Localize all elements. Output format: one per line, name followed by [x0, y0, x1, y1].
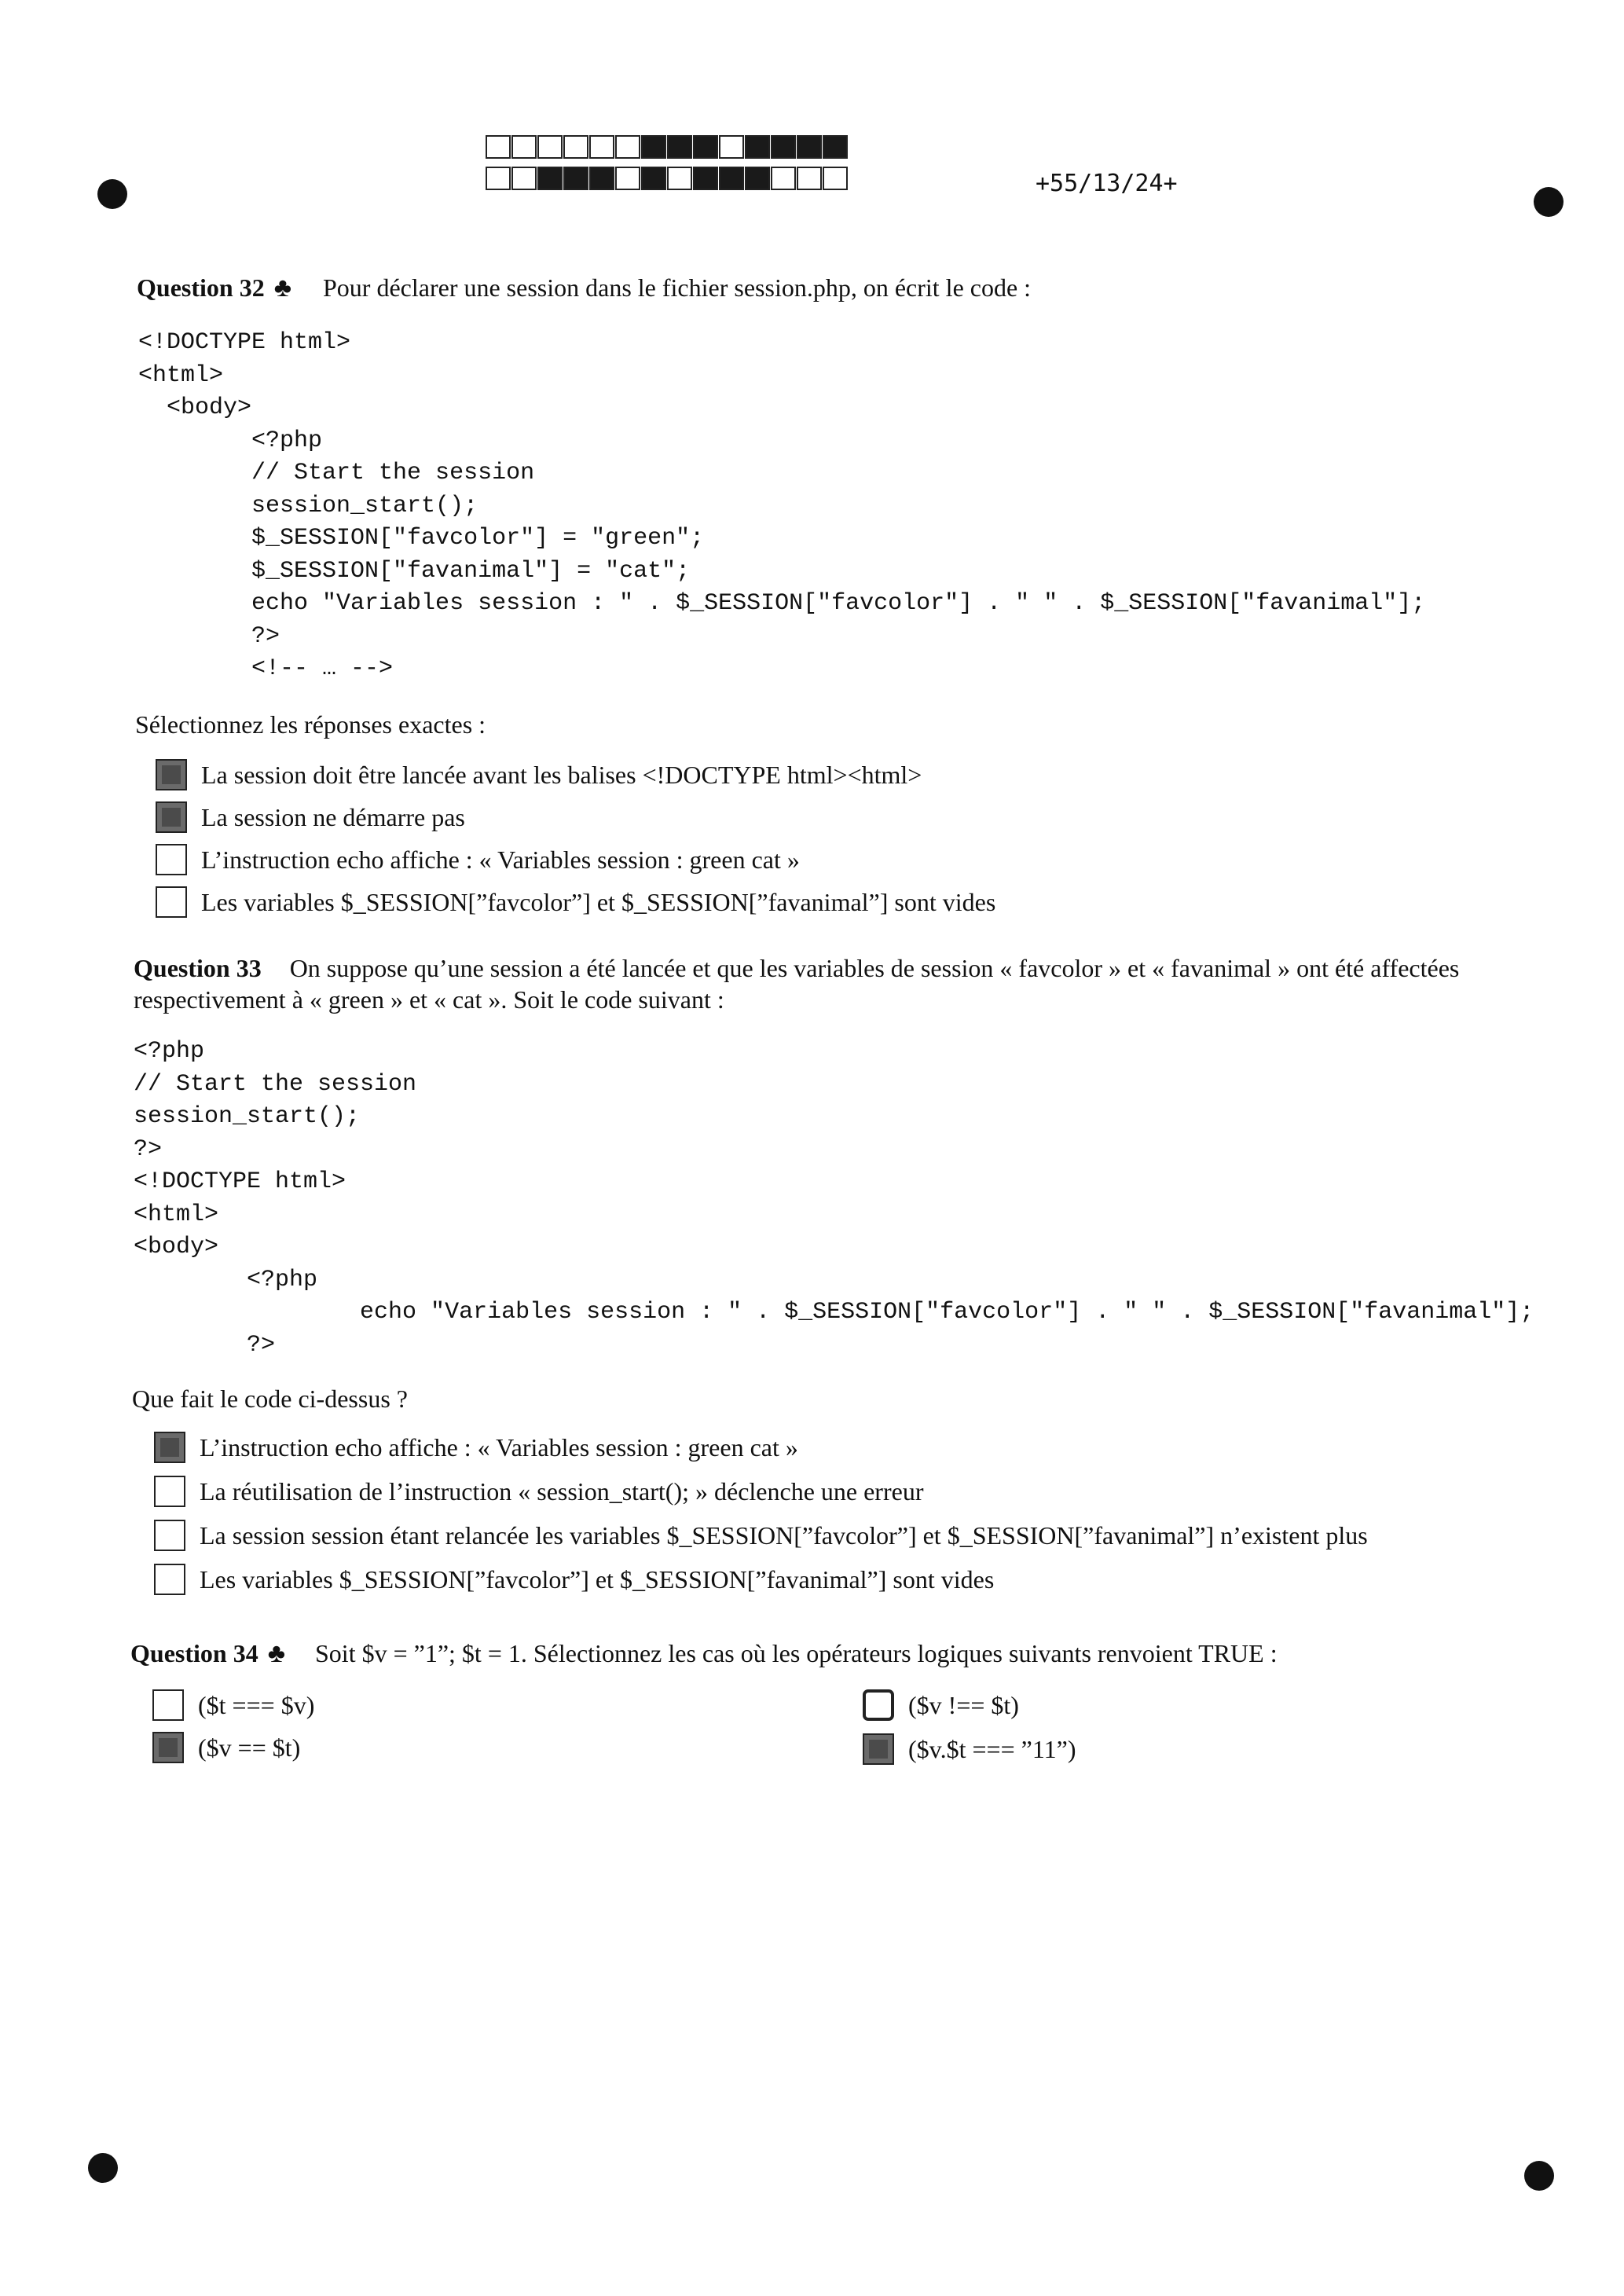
checkbox[interactable]: [152, 1732, 184, 1763]
q34-option-3[interactable]: [152, 1732, 300, 1763]
question-32-prompt: Sélectionnez les réponses exactes :: [135, 710, 486, 739]
question-33-label: Question 33: [134, 954, 262, 982]
q32-option-1[interactable]: [156, 759, 922, 790]
barcode-cell: [667, 167, 692, 190]
registration-mark-top-right: [1534, 187, 1564, 217]
barcode-cell: [693, 167, 718, 190]
option-label: Les variables $_SESSION[”favcolor”] et $_SESSION[”favanimal”] sont vides: [200, 1564, 995, 1594]
checkbox[interactable]: [156, 886, 187, 918]
barcode-cell: [641, 135, 666, 159]
barcode-cell: [563, 135, 588, 159]
barcode-cell: [589, 167, 614, 190]
registration-mark-top-left: [97, 179, 127, 209]
option-label: ($v == $t): [198, 1733, 301, 1762]
option-label: La session ne démarre pas: [201, 802, 465, 831]
question-34-label: Question 34: [130, 1639, 258, 1667]
checkbox[interactable]: [863, 1689, 894, 1721]
club-icon: ♣: [273, 273, 291, 303]
option-label: ($t === $v): [198, 1690, 315, 1719]
option-label: ($v.$t === ”11”): [908, 1734, 1076, 1763]
barcode-cell: [589, 135, 614, 159]
q34-option-4[interactable]: [863, 1733, 1076, 1765]
option-label: La réutilisation de l’instruction « session_start(); » déclenche une erreur: [200, 1476, 924, 1506]
barcode-cell: [537, 135, 563, 159]
barcode-cell: [719, 135, 744, 159]
checkbox[interactable]: [154, 1432, 185, 1463]
option-label: La session session étant relancée les variables $_SESSION[”favcolor”] et $_SESSION[”favanimal”] n’existent plus: [200, 1520, 1368, 1550]
page-code: +55/13/24+: [1036, 170, 1178, 197]
question-33-header: [134, 952, 1532, 1015]
barcode-cell: [641, 167, 666, 190]
q33-option-4[interactable]: [154, 1564, 994, 1595]
barcode-cell: [511, 135, 537, 159]
barcode-cell: [667, 135, 692, 159]
question-32-label: Question 32: [137, 273, 265, 302]
option-label: L’instruction echo affiche : « Variables session : green cat »: [201, 845, 800, 874]
question-32-header: [137, 272, 1031, 304]
checkbox[interactable]: [154, 1520, 185, 1551]
option-label: La session doit être lancée avant les balises <!DOCTYPE html><html>: [201, 760, 922, 789]
barcode-cell: [693, 135, 718, 159]
barcode-cell: [537, 167, 563, 190]
q33-option-1[interactable]: [154, 1432, 798, 1463]
checkbox[interactable]: [863, 1733, 894, 1765]
option-label: Les variables $_SESSION[”favcolor”] et $_SESSION[”favanimal”] sont vides: [201, 887, 996, 916]
option-label: L’instruction echo affiche : « Variables session : green cat »: [200, 1432, 798, 1462]
q32-option-2[interactable]: [156, 801, 465, 833]
barcode-cell: [797, 167, 822, 190]
q33-option-2[interactable]: [154, 1476, 923, 1507]
barcode-cell: [745, 167, 770, 190]
question-32-code: <!DOCTYPE html> <html> <body> <?php // Start the session session_start(); $_SESSION["favcolor"] = "green"; $_SESSION["favanimal"] = "cat"; echo "Variables session : " . $_SESSION["favcolor"] . " " . $_SESSION["favanimal"]; ?> <!-- … -->: [138, 329, 1426, 682]
question-33-code: <?php // Start the session session_start(); ?> <!DOCTYPE html> <html> <body> <?php echo "Variables session : " . $_SESSION["favcolor"] . " " . $_SESSION["favanimal"]; ?>: [134, 1038, 1534, 1359]
registration-mark-bottom-right: [1524, 2161, 1554, 2191]
q32-option-3[interactable]: [156, 844, 800, 875]
barcode-cell: [823, 135, 848, 159]
barcode-cell: [615, 167, 640, 190]
q32-option-4[interactable]: [156, 886, 995, 918]
q34-option-1[interactable]: [152, 1689, 314, 1721]
barcode-cell: [771, 167, 796, 190]
barcode-cell: [486, 167, 511, 190]
option-label: ($v !== $t): [908, 1690, 1019, 1719]
barcode-cell: [563, 167, 588, 190]
barcode-cell: [615, 135, 640, 159]
barcode-cell: [823, 167, 848, 190]
checkbox[interactable]: [156, 844, 187, 875]
question-33-text: On suppose qu’une session a été lancée et que les variables de session « favcolor » et « favanimal » ont été affectées respectivement à « green » et « cat ». Soit le code suivant :: [134, 954, 1460, 1014]
checkbox[interactable]: [156, 801, 187, 833]
barcode-cell: [745, 135, 770, 159]
club-icon: ♣: [267, 1639, 285, 1668]
checkbox[interactable]: [154, 1564, 185, 1595]
barcode-cell: [486, 135, 511, 159]
barcode-cell: [719, 167, 744, 190]
checkbox[interactable]: [154, 1476, 185, 1507]
barcode-row-2: [486, 167, 849, 190]
checkbox[interactable]: [156, 759, 187, 790]
barcode-cell: [511, 167, 537, 190]
question-33-prompt: Que fait le code ci-dessus ?: [132, 1385, 408, 1413]
barcode-row-1: [486, 135, 849, 159]
checkbox[interactable]: [152, 1689, 184, 1721]
question-34-header: [130, 1638, 1278, 1670]
barcode-cell: [797, 135, 822, 159]
registration-mark-bottom-left: [88, 2153, 118, 2183]
question-34-text: Soit $v = ”1”; $t = 1. Sélectionnez les cas où les opérateurs logiques suivants renvoient TRUE :: [315, 1639, 1278, 1667]
q33-option-3[interactable]: [154, 1520, 1368, 1551]
q34-option-2[interactable]: [863, 1689, 1019, 1721]
question-32-text: Pour déclarer une session dans le fichier session.php, on écrit le code :: [323, 273, 1032, 302]
barcode-cell: [771, 135, 796, 159]
